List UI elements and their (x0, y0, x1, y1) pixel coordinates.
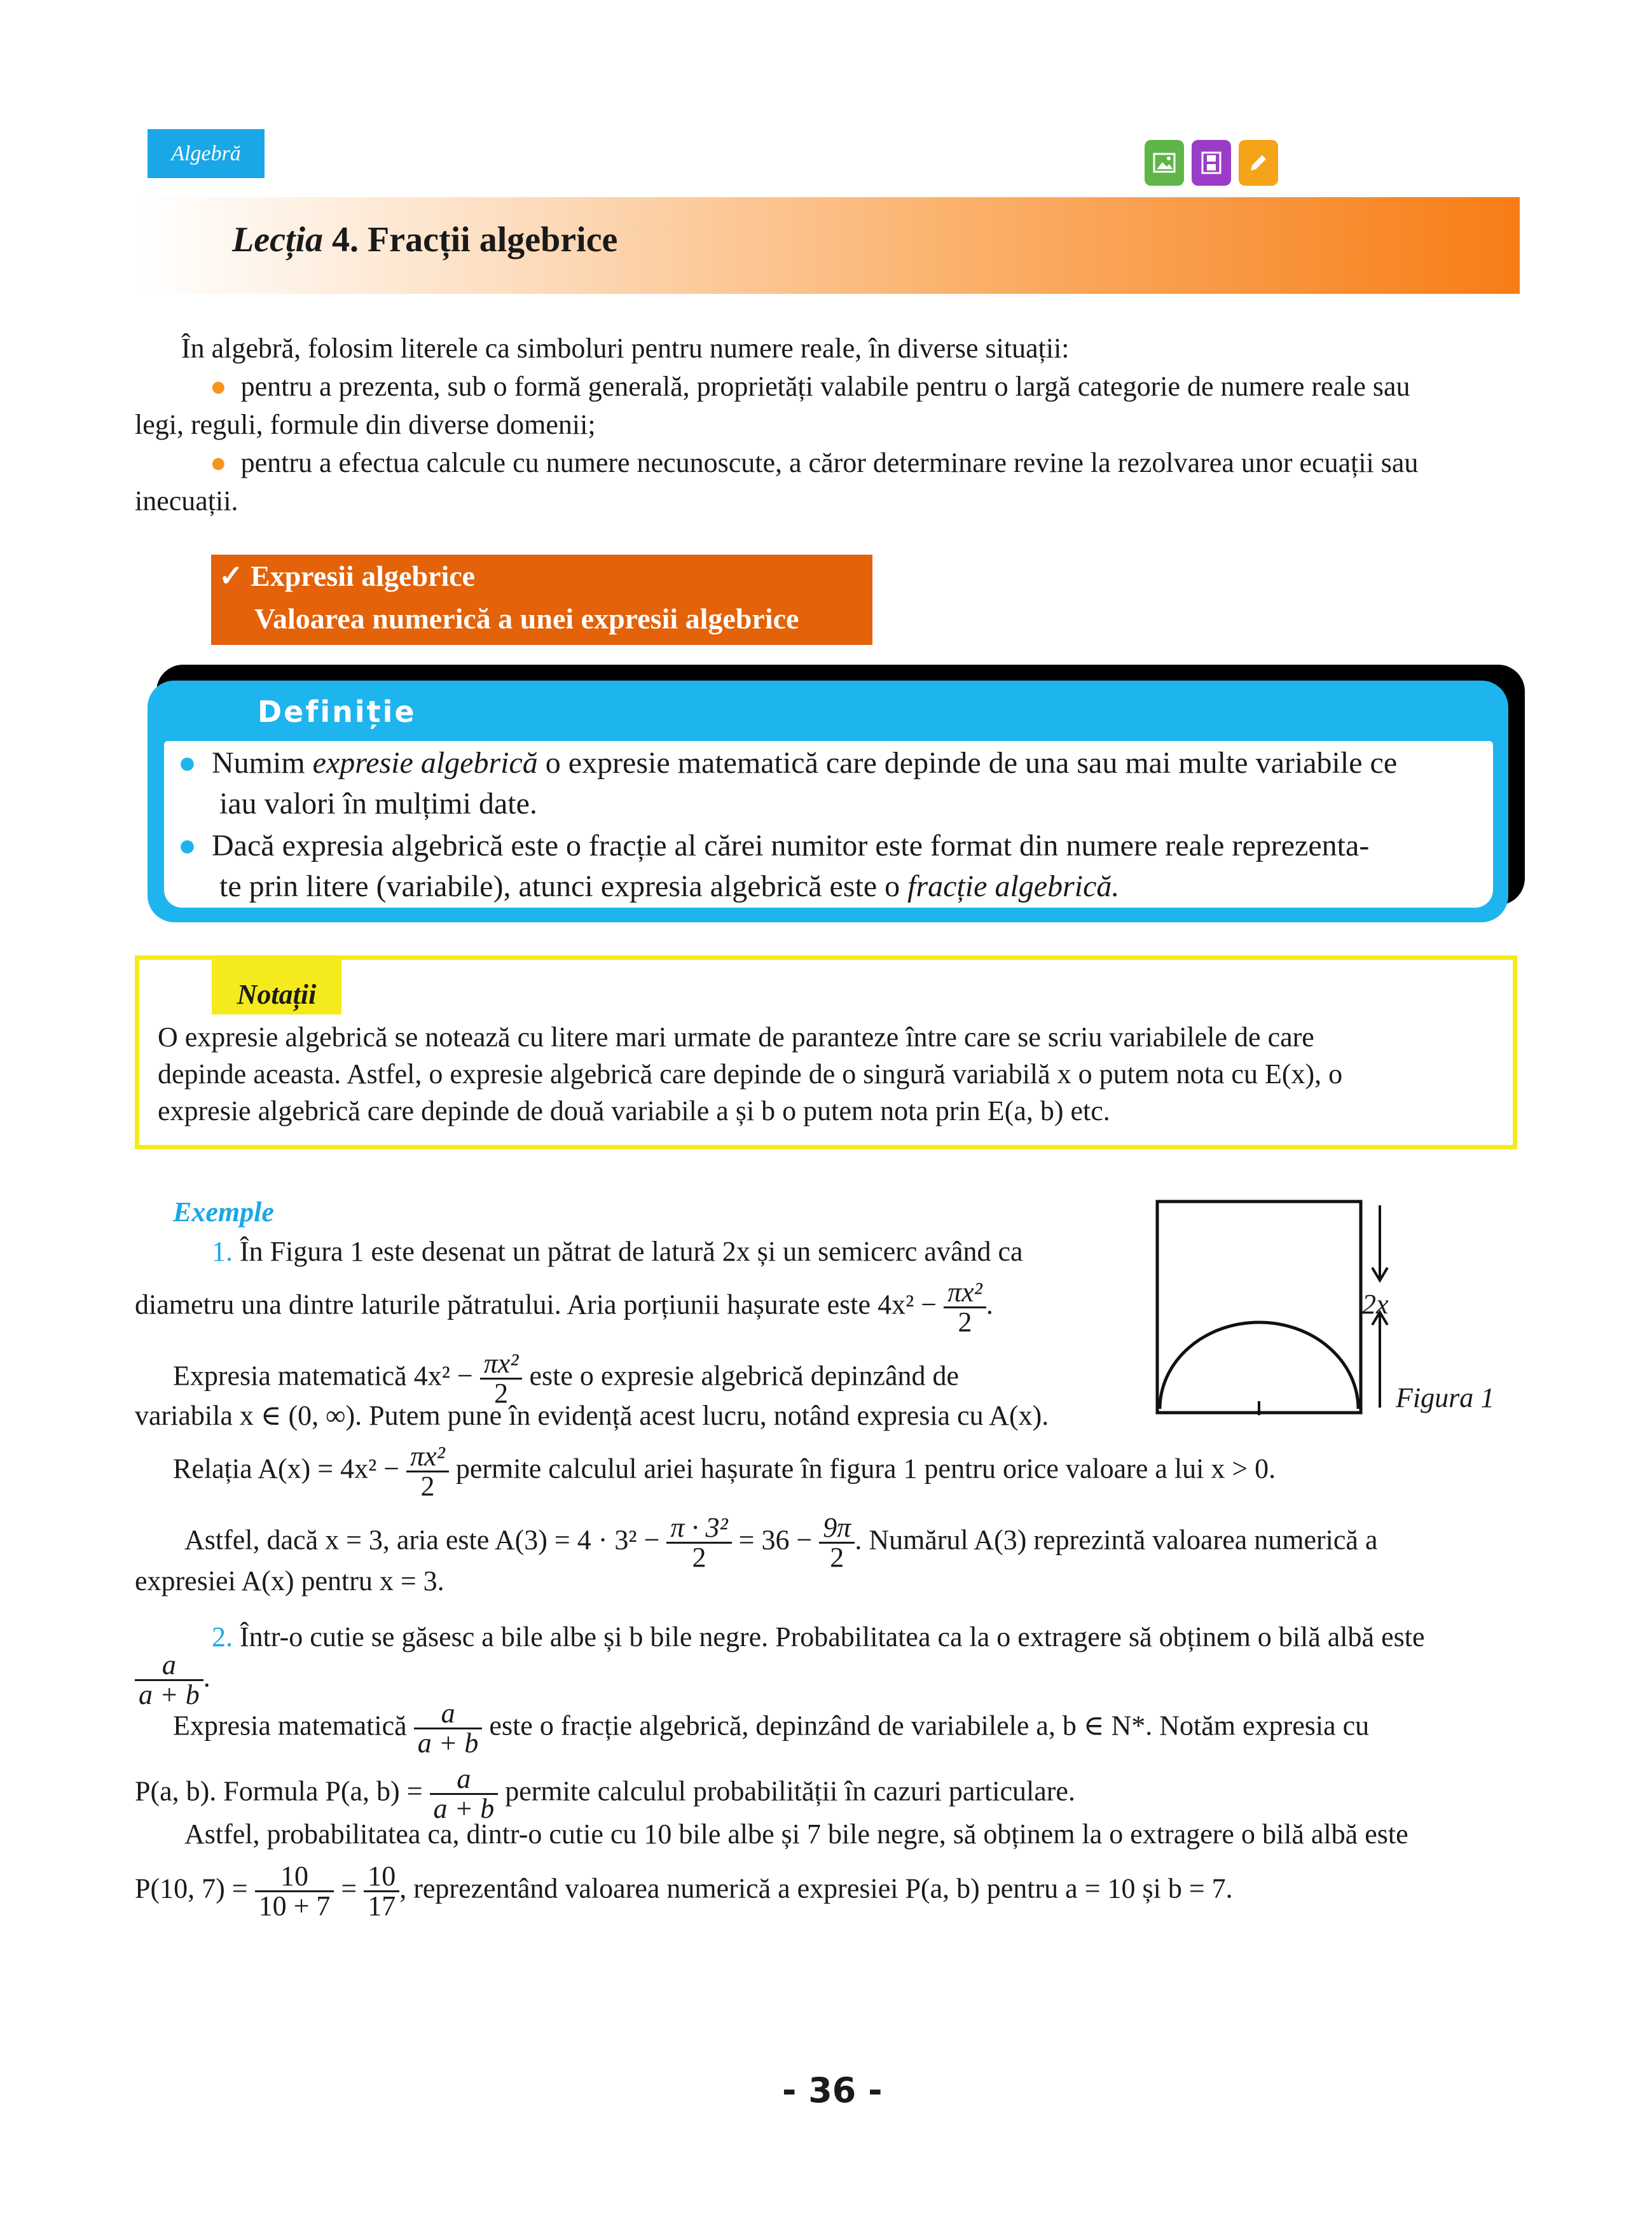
notations-tag: Notații (212, 959, 341, 1015)
examples-heading: Exemple (173, 1196, 274, 1228)
square-outline (1157, 1201, 1361, 1413)
example-1-line-1: 1. În Figura 1 este desenat un pătrat de latură 2x și un semicerc având ca (212, 1236, 1023, 1267)
figure-caption: Figura 1 (1396, 1382, 1495, 1413)
notations-line-1: O expresie algebrică se notează cu litere mari urmate de paranteze între care se scriu variabilele de care (158, 1021, 1314, 1053)
section-tag: Algebră (148, 129, 265, 178)
image-icon[interactable] (1145, 140, 1184, 186)
example-1-line-6: Astfel, dacă x = 3, aria este A(3) = 4 · 3² − $\frac{\text{π · 3²}}{2}$ = 36 − $\frac{9\pi}{2}$ . Numărul A(3) reprezintă valoarea numerică a (184, 1512, 1378, 1573)
notations-line-2: depinde aceasta. Astfel, o expresie algebrică care depinde de o singură variabilă x o putem nota cu E(x), o (158, 1058, 1343, 1090)
definition-item-1-cont: iau valori în mulțimi date. (219, 787, 537, 821)
example-2-line-1: 2. Într-o cutie se găsesc a bile albe și b bile negre. Probabilitatea ca la o extragere să obținem o bilă albă este (212, 1621, 1425, 1652)
definition-item-2: ● Dacă expresia algebrică este o fracție al cărei numitor este format din numere reale reprezenta- (178, 829, 1370, 862)
example-1-line-2: diametru una dintre laturile pătratului. Aria porțiunii hașurate este 4x² − $\frac{\text{πx²}}{2}$ . (135, 1277, 993, 1338)
example-2-line-3: P(a, b). Formula P(a, b) = $\frac{a}{a + b}$ permite calculul probabilității în cazuri particulare. (135, 1763, 1075, 1824)
example-2-fraction: $\frac{a}{a + b}$ . (135, 1651, 210, 1709)
intro-bullet-1: ● pentru a prezenta, sub o formă generală, proprietăți valabile pentru o largă categorie de numere reale sau (210, 371, 1410, 402)
intro-bullet-2: ● pentru a efectua calcule cu numere necunoscute, a căror determinare revine la rezolvarea unor ecuații sau (210, 447, 1419, 478)
semicircle (1160, 1322, 1358, 1409)
intro-line: În algebră, folosim literele ca simboluri pentru numere reale, în diverse situații: (181, 333, 1070, 364)
example-1-line-4: variabila x ∈ (0, ∞). Putem pune în evidență acest lucru, notând expresia cu A(x). (135, 1400, 1049, 1431)
example-2-line-4: Astfel, probabilitatea ca, dintr-o cutie cu 10 bile albe și 7 bile negre, să obținem la o extragere o bilă albă este (184, 1818, 1408, 1850)
example-1-line-7: expresiei A(x) pentru x = 3. (135, 1565, 444, 1596)
lesson-title: Lecția 4. Fracții algebrice (232, 220, 618, 260)
definition-item-1: ● Numim expresie algebrică o expresie matematică care depinde de una sau mai multe variabile ce (178, 746, 1398, 780)
definition-heading: Definiție (258, 695, 416, 729)
example-1-line-3: Expresia matematică 4x² − $\frac{\text{πx²}}{2}$ este o expresie algebrică depinzând de (173, 1348, 960, 1409)
example-2-line-5: P(10, 7) = $\frac{10}{10 + 7}$ = $\frac{10}{17}$ , reprezentând valoarea numerică a expresiei P(a, b) pentru a = 10 și b = 7. (135, 1860, 1233, 1922)
page-number: - 36 - (782, 2070, 883, 2110)
notations-line-3: expresie algebrică care depinde de două variabile a și b o putem nota prin E(a, b) etc. (158, 1095, 1110, 1126)
subtopic-box (211, 555, 872, 645)
intro-bullet-2-cont: inecuații. (135, 485, 238, 516)
pencil-icon[interactable] (1239, 140, 1278, 186)
example-2-line-2: Expresia matematică $\frac{a}{a + b}$ este o fracție algebrică, depinzând de variabilele a, b ∈ N*. Notăm expresia cu (173, 1698, 1370, 1759)
figure-side-label: 2x (1362, 1289, 1389, 1320)
subtopic-line-1: ✓ Expresii algebrice (219, 560, 476, 592)
toolbar-icons (1145, 140, 1278, 186)
intro-bullet-1-cont: legi, reguli, formule din diverse domenii; (135, 409, 596, 440)
definition-item-2-cont: te prin litere (variabile), atunci expresia algebrică este o fracție algebrică. (219, 869, 1120, 903)
film-icon[interactable] (1192, 140, 1231, 186)
example-1-line-5: Relația A(x) = 4x² − $\frac{\text{πx²}}{2}$ permite calculul ariei hașurate în figura 1 pentru orice valoare a lui x > 0. (173, 1441, 1276, 1502)
subtopic-line-2: Valoarea numerică a unei expresii algebrice (254, 602, 799, 635)
